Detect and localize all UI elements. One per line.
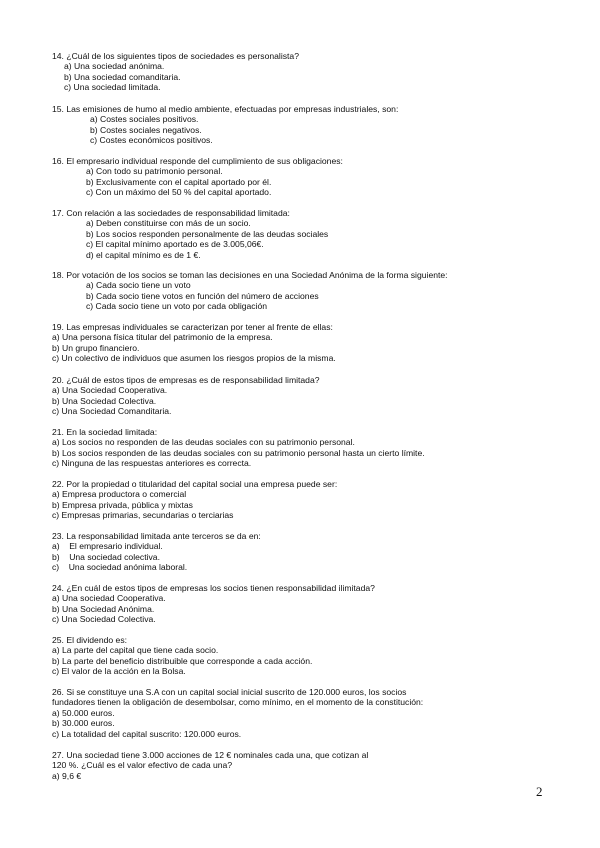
question-14	[52, 51, 572, 93]
option-c: c) Una sociedad anónima laboral.	[52, 562, 188, 573]
question-21	[52, 427, 572, 469]
option-a: a) Costes sociales positivos.	[90, 114, 199, 125]
question-stem: 15. Las emisiones de humo al medio ambiente, efectuadas por empresas industriales, son:	[52, 104, 399, 114]
option-d: d) el capital mínimo es de 1 €.	[86, 249, 201, 260]
option-a: a) Una persona física titular del patrimonio de la empresa.	[52, 332, 273, 343]
option-b: b) La parte del beneficio distribuible que corresponde a cada acción.	[52, 655, 313, 666]
question-17	[52, 208, 572, 260]
option-c: c) Una Sociedad Colectiva.	[52, 614, 156, 625]
question-stem: 27. Una sociedad tiene 3.000 acciones de 12 € nominales cada una, que cotizan al	[52, 750, 369, 760]
option-a: a) Empresa productora o comercial	[52, 489, 187, 500]
question-stem: 22. Por la propiedad o titularidad del capital social una empresa puede ser:	[52, 479, 338, 489]
option-b: b) Una sociedad comanditaria.	[64, 71, 181, 82]
question-stem: 23. La responsabilidad limitada ante terceros se da en:	[52, 531, 261, 541]
question-stem: 24. ¿En cuál de estos tipos de empresas los socios tienen responsabilidad ilimitada?	[52, 583, 375, 593]
option-c: c) Ninguna de las respuestas anteriores es correcta.	[52, 458, 252, 469]
option-c: c) Empresas primarias, secundarias o terciarias	[52, 510, 234, 521]
option-b: b) Los socios responden personalmente de las deudas sociales	[86, 228, 329, 239]
question-18	[52, 270, 572, 312]
question-stem: 18. Por votación de los socios se toman las decisiones en una Sociedad Anónima de la forma siguiente:	[52, 270, 448, 280]
question-15	[52, 104, 572, 146]
question-stem: 26. Si se constituye una S.A con un capital social inicial suscrito de 120.000 euros, los socios	[52, 687, 407, 697]
question-20	[52, 375, 572, 417]
option-a: a) 9,6 €	[52, 770, 82, 781]
question-27	[52, 750, 572, 781]
option-a: a) Con todo su patrimonio personal.	[86, 166, 223, 177]
option-c: c) Costes económicos positivos.	[90, 135, 213, 146]
option-c: c) Un colectivo de individuos que asumen los riesgos propios de la misma.	[52, 353, 336, 364]
question-24	[52, 583, 572, 625]
question-26	[52, 687, 572, 739]
option-a: a) Una sociedad Cooperativa.	[52, 593, 166, 604]
question-stem-continued: 120 %. ¿Cuál es el valor efectivo de cada una?	[52, 760, 233, 771]
question-stem: 21. En la sociedad limitada:	[52, 427, 158, 437]
option-c: c) El capital mínimo aportado es de 3.005,06€.	[86, 239, 264, 250]
option-c: c) Una Sociedad Comanditaria.	[52, 406, 172, 417]
question-stem: 20. ¿Cuál de estos tipos de empresas es de responsabilidad limitada?	[52, 375, 320, 385]
page-number: 2	[536, 784, 543, 799]
option-a: a) Una Sociedad Cooperativa.	[52, 385, 168, 396]
option-b: b) Una Sociedad Colectiva.	[52, 395, 157, 406]
option-b: b) Una sociedad colectiva.	[52, 551, 160, 562]
question-22	[52, 479, 572, 521]
option-b: b) 30.000 euros.	[52, 718, 115, 729]
option-a: a) Una sociedad anónima.	[64, 61, 165, 72]
option-b: b) Costes sociales negativos.	[90, 124, 202, 135]
option-a: a) La parte del capital que tiene cada socio.	[52, 645, 219, 656]
option-b: b) Empresa privada, pública y mixtas	[52, 499, 193, 510]
question-19	[52, 322, 572, 364]
option-a: a) 50.000 euros.	[52, 707, 115, 718]
question-stem: 19. Las empresas individuales se caracterizan por tener al frente de ellas:	[52, 322, 333, 332]
option-b: b) Una Sociedad Anónima.	[52, 603, 155, 614]
option-b: b) Un grupo financiero.	[52, 342, 140, 353]
option-a: a) Deben constituirse con más de un socio.	[86, 218, 251, 229]
option-c: c) Una sociedad limitada.	[64, 82, 161, 93]
question-stem-continued: fundadores tienen la obligación de desembolsar, como mínimo, en el momento de la constitución:	[52, 697, 424, 708]
option-a: a) Cada socio tiene un voto	[86, 280, 191, 291]
option-c: c) El valor de la acción en la Bolsa.	[52, 666, 186, 677]
option-a: a) Los socios no responden de las deudas sociales con su patrimonio personal.	[52, 437, 355, 448]
question-stem: 25. El dividendo es:	[52, 635, 128, 645]
option-b: b) Exclusivamente con el capital aportado por él.	[86, 176, 272, 187]
option-b: b) Cada socio tiene votos en función del número de acciones	[86, 290, 319, 301]
option-b: b) Los socios responden de las deudas sociales con su patrimonio personal hasta un cierto límite.	[52, 447, 425, 458]
question-25	[52, 635, 572, 677]
option-a: a) El empresario individual.	[52, 541, 163, 552]
option-c: c) La totalidad del capital suscrito: 120.000 euros.	[52, 728, 242, 739]
option-c: c) Con un máximo del 50 % del capital aportado.	[86, 187, 272, 198]
question-16	[52, 156, 572, 198]
question-stem: 17. Con relación a las sociedades de responsabilidad limitada:	[52, 208, 290, 218]
question-stem: 14. ¿Cuál de los siguientes tipos de sociedades es personalista?	[52, 51, 299, 61]
question-stem: 16. El empresario individual responde del cumplimiento de sus obligaciones:	[52, 156, 343, 166]
question-23	[52, 531, 572, 573]
option-c: c) Cada socio tiene un voto por cada obligación	[86, 301, 268, 312]
